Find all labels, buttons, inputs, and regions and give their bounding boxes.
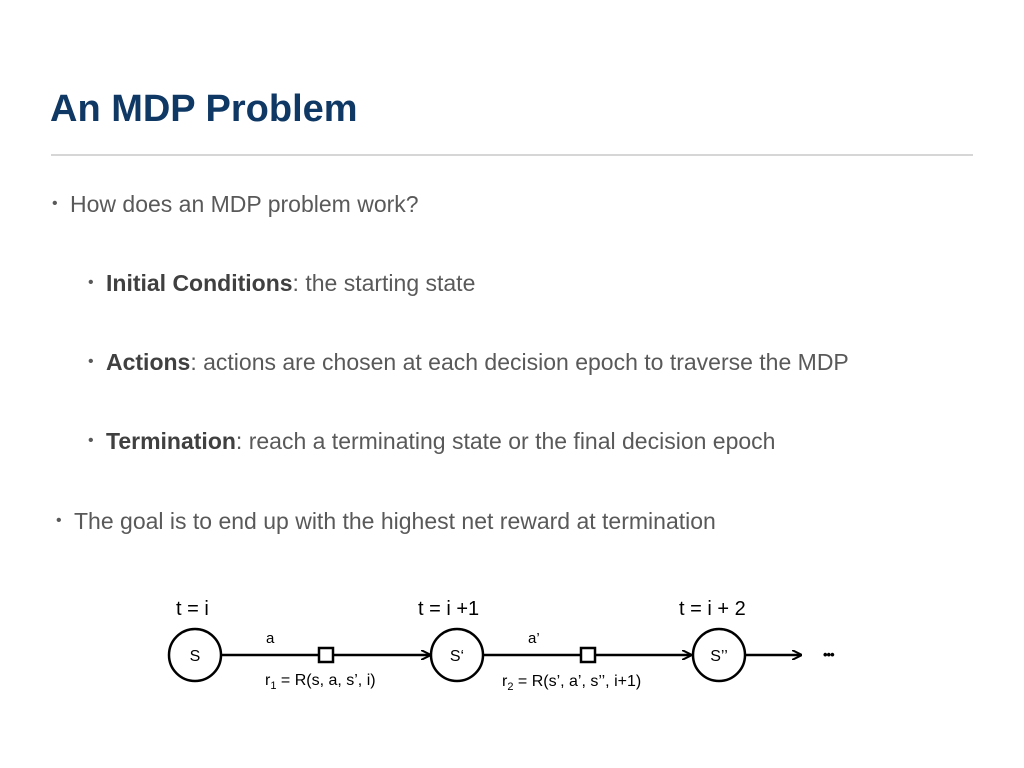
bullet-term: Actions <box>106 349 191 375</box>
reward-node <box>581 648 595 662</box>
state-label: S <box>189 648 201 665</box>
bullet-dot: • <box>88 353 94 370</box>
slide-title: An MDP Problem <box>50 88 358 130</box>
bullet-term: Termination <box>106 428 236 454</box>
reward-label: $r_1 = R(s$, a, s’, i) <box>265 672 376 692</box>
bullet-text: How does an MDP problem work? <box>70 191 419 217</box>
time-label: t = i <box>176 598 209 620</box>
reward-node <box>319 648 333 662</box>
state-label: S‘ <box>449 648 465 665</box>
bullet-dot: • <box>88 274 94 291</box>
bullet-dot: • <box>56 512 62 529</box>
bullet-dot: • <box>52 195 58 212</box>
time-label: t = i + 2 <box>679 598 746 620</box>
action-label: a’ <box>528 630 540 647</box>
bullet-text: The goal is to end up with the highest net reward at termination <box>74 508 716 534</box>
ellipsis: ••• <box>823 647 834 662</box>
bullet-term: Initial Conditions <box>106 270 293 296</box>
bullet-text: : the starting state <box>292 270 476 296</box>
time-label: t = i +1 <box>418 598 480 620</box>
action-label: a <box>266 630 275 647</box>
state-label: S’’ <box>710 648 728 665</box>
bullet-text: : reach a terminating state or the final decision epoch <box>235 428 776 454</box>
bullet-text: : actions are chosen at each decision epoch to traverse the MDP <box>190 349 849 375</box>
bullet-dot: • <box>88 432 94 449</box>
reward-label: $r_2 = R(s$’, a’, s’’, i+1) <box>502 673 642 693</box>
